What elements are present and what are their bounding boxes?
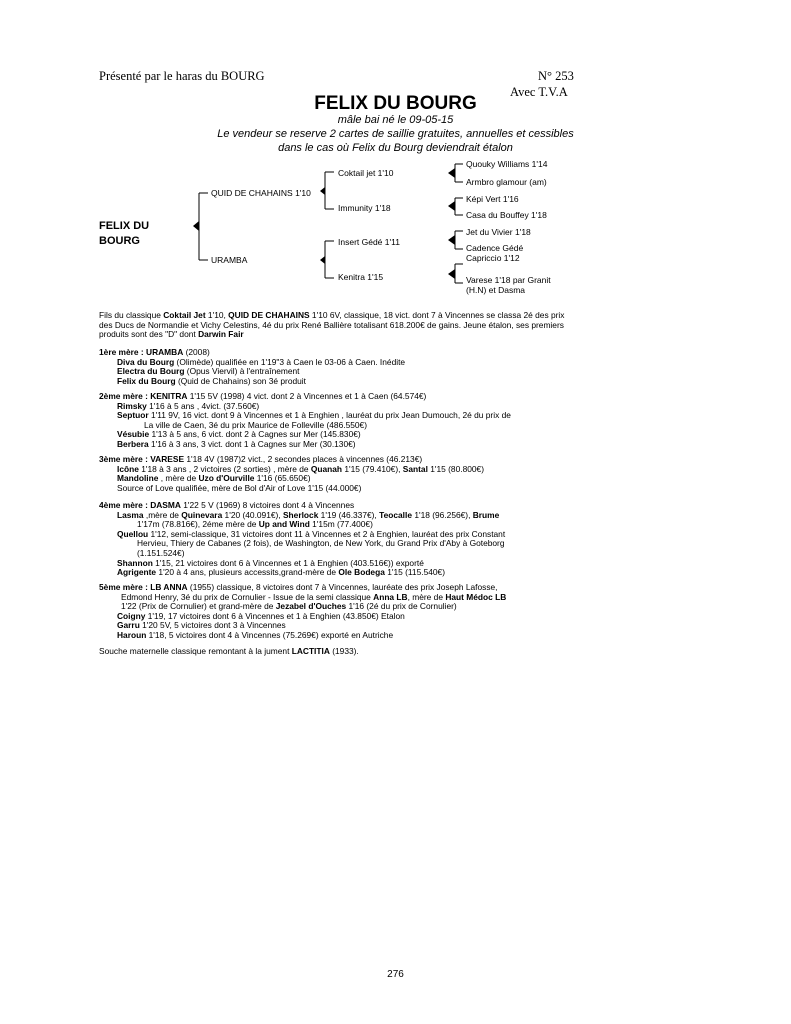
heading-label: 5ème mère : LB ANNA <box>99 582 188 592</box>
heading-label: 1ère mère : URAMBA <box>99 347 184 357</box>
third-dam-section <box>99 455 579 493</box>
horse-name: Haroun <box>117 629 147 640</box>
pedigree-subject-line-1: FELIX DU <box>99 220 150 232</box>
horse-name: Coigny <box>117 610 146 621</box>
first-dam-section <box>99 348 579 386</box>
horse-name: Quanah <box>310 463 343 474</box>
text: 1'22 (Prix de Cornulier) et grand-mère de <box>121 601 276 612</box>
text: 1'16 (65.650€) <box>254 473 311 484</box>
pedigree-ggs-6-line-2: Capriccio 1'12 <box>466 253 520 263</box>
text: ,mère de <box>143 509 182 520</box>
text: 1'18 à 3 ans , 2 victoires (2 sorties) , mère de <box>138 463 311 474</box>
fourth-dam-section <box>99 501 579 578</box>
horse-name: Coktail Jet <box>163 310 206 320</box>
horse-name: Teocalle <box>379 509 412 520</box>
horse-name: Diva du Bourg <box>117 356 175 367</box>
text: (1955) classique, 8 victoires dont 7 à Vincennes, lauréate des prix Joseph Lafosse, <box>187 582 498 592</box>
horse-name: Sherlock <box>282 509 319 520</box>
horse-name: Shannon <box>117 557 153 568</box>
pedigree-ggs-7 <box>466 275 551 295</box>
pedigree-ggs-2: Armbro glamour (am) <box>466 177 547 187</box>
text: 1'20 5V, 5 victoires dont 3 à Vincennes <box>139 620 286 631</box>
horse-name: Ole Bodega <box>338 567 385 578</box>
horse-title: FELIX DU BOURG <box>314 93 477 114</box>
pedigree-lines <box>0 0 791 320</box>
text: 1'15 (80.800€) <box>427 463 484 474</box>
horse-name: Felix du Bourg <box>117 375 176 386</box>
horse-name: Brume <box>472 509 500 520</box>
text: 1'13 à 5 ans, 6 vict. dont 2 à Cagnes sur Mer (145.830€) <box>149 429 361 440</box>
horse-name: Septuor <box>117 410 149 421</box>
produce-line <box>99 568 579 578</box>
horse-name: Haut Médoc LB <box>445 591 507 602</box>
horse-name: Jezabel d'Ouches <box>275 601 347 612</box>
pedigree-sire-sire: Coktail jet 1'10 <box>338 168 394 178</box>
text: 1'19 (46.337€), <box>318 509 380 520</box>
reserve-line-1: Le vendeur se reserve 2 cartes de saillie gratuites, annuelles et cessibles <box>217 128 574 140</box>
pedigree-dam-sire: Insert Gédé 1'11 <box>338 237 400 247</box>
produce-line <box>99 631 579 641</box>
text: Edmond Henry, 3é du prix de Cornulier - Issue de la semi classique <box>121 591 374 602</box>
text: 1'15 (79.410€), <box>342 463 403 474</box>
horse-subtitle: mâle bai né le 09-05-15 <box>337 114 454 126</box>
text: 1'15, 21 victoires dont 6 à Vincennes et 1 à Enghien (403.516€)) exporté <box>152 557 424 568</box>
footer-note <box>99 647 579 657</box>
pedigree-subject-line-2: BOURG <box>99 235 140 247</box>
heading-label: 3ème mère : VARESE <box>99 454 185 464</box>
horse-name: Uzo d'Ourville <box>198 473 255 484</box>
pedigree-sire: QUID DE CHAHAINS 1'10 <box>211 188 311 198</box>
pedigree-dam-dam: Kenitra 1'15 <box>338 272 384 282</box>
text: 1'15 (115.540€) <box>384 567 445 578</box>
second-dam-section <box>99 392 599 450</box>
text: 1'16 à 5 ans , 4vict. (37.560€) <box>146 400 260 411</box>
lot-number: N° 253 <box>538 69 574 83</box>
text: 1'15m (77.400€) <box>309 519 373 530</box>
text: 1'16 (2é du prix de Cornulier) <box>346 601 457 612</box>
produce-line-cont: (1.151.524€) <box>137 547 185 558</box>
fifth-dam-section <box>99 583 579 641</box>
text: 1'19, 17 victoires dont 6 à Vincennes et 1 à Enghien (43.850€) Etalon <box>145 610 405 621</box>
pedigree-ggs-6 <box>466 243 523 263</box>
produce-line-cont: Hervieu, Thiery de Cabanes (2 fois), de Washington, de New York, du Grand Prix d'Aby à Goteborg <box>137 538 505 549</box>
presented-by: Présenté par le haras du BOURG <box>99 69 265 83</box>
text: (2008) <box>183 347 210 357</box>
pedigree-ggs-7-line-2: (H.N) et Dasma <box>466 285 526 295</box>
text: , mère de <box>407 591 446 602</box>
pedigree-ggs-1: Quouky Williams 1'14 <box>466 159 548 169</box>
produce-line-cont: La ville de Caen, 3é du prix Maurice de Folleville (486.550€) <box>144 419 367 430</box>
text: Souche maternelle classique remontant à la jument <box>99 646 292 656</box>
page-number: 276 <box>387 969 404 980</box>
heading-label: 2ème mère : KENITRA <box>99 391 188 401</box>
horse-name: Up and Wind <box>258 519 310 530</box>
text: 1'18 4V (1987)2 vict., 2 secondes places à vincennes (46.213€) <box>184 454 423 464</box>
pedigree-subject <box>99 219 149 249</box>
text: 1'22 5 V (1969) 8 victoires dont 4 à Vincennes <box>180 500 355 510</box>
horse-name: Agrigente <box>117 567 157 578</box>
text: 1'17m (78.816€), 2éme mère de <box>137 519 259 530</box>
text: Fils du classique <box>99 310 164 320</box>
pedigree-ggs-5: Jet du Vivier 1'18 <box>466 227 531 237</box>
horse-name: Vésubie <box>117 429 150 440</box>
text: 1'11 9V, 16 vict. dont 9 à Vincennes et 1 à Enghien , lauréat du prix Jean Dumouch, 2é du prix de <box>148 410 511 421</box>
text: (Quid de Chahains) son 3é produit <box>175 375 306 386</box>
text: 1'18 (96.256€), <box>412 509 473 520</box>
horse-name: Icône <box>117 463 139 474</box>
text: 1'20 à 4 ans, plusieurs accessits,grand-mère de <box>156 567 339 578</box>
pedigree-ggs-3: Képi Vert 1'16 <box>466 194 519 204</box>
horse-name: Darwin Fair <box>198 329 244 340</box>
text: (Olimède) qualifiée en 1'19"3 à Caen le 03-06 à Caen. Inédite <box>174 356 406 367</box>
produce-line <box>99 377 579 387</box>
horse-name: Garru <box>117 620 140 631</box>
pedigree-dam: URAMBA <box>211 255 248 265</box>
pedigree-ggs-4: Casa du Bouffey 1'18 <box>466 210 547 220</box>
pedigree-sire-dam: Immunity 1'18 <box>338 203 391 213</box>
produce-line <box>99 440 599 450</box>
sire-intro <box>99 311 569 340</box>
horse-name: Berbera <box>117 438 149 449</box>
text: , mère de <box>158 473 199 484</box>
horse-name: Quinevara <box>181 509 223 520</box>
horse-name: Lasma <box>117 509 144 520</box>
horse-name: Quellou <box>117 528 149 539</box>
reserve-line-2: dans le cas où Felix du Bourg deviendrait étalon <box>278 142 513 154</box>
text: 1'12, semi-classique, 31 victoires dont 11 à Vincennes et 2 à Enghien, lauréat des prix Constant <box>148 528 506 539</box>
text: 1'18, 5 victoires dont 4 à Vincennes (75.269€) exporté en Autriche <box>146 629 394 640</box>
text: 1'10, <box>205 310 229 320</box>
text: 1'20 (40.091€), <box>222 509 283 520</box>
horse-name: Santal <box>402 463 428 474</box>
text: 1'15 5V (1998) 4 vict. dont 2 à Vincennes et 1 à Caen (64.574€) <box>187 391 427 401</box>
text: (1933). <box>329 646 359 656</box>
horse-name: Rimsky <box>117 400 147 411</box>
horse-name: Electra du Bourg <box>117 366 185 377</box>
horse-name: Anna LB <box>373 591 408 602</box>
pedigree-ggs-6-line-1: Cadence Gédé <box>466 243 524 253</box>
horse-name: QUID DE CHAHAINS <box>228 310 310 320</box>
heading-label: 4ème mère : DASMA <box>99 500 181 510</box>
vat-note: Avec T.V.A <box>510 85 568 99</box>
pedigree-ggs-7-line-1: Varese 1'18 par Granit <box>466 275 551 285</box>
text: 1'16 à 3 ans, 3 vict. dont 1 à Cagnes sur Mer (30.130€) <box>148 438 356 449</box>
horse-name: LACTITIA <box>291 646 330 656</box>
text: 1'10 6V, classique, 18 vict. dont 7 à Vincennes se classa 2é des prix des Ducs de Normandie et Vichy Celestins, 4é du prix René Ballière totalisant 618.200€ de gains. Jeune étalon, ses premiers produits sont des "D" dont <box>99 310 565 340</box>
produce-line: Source of Love qualifiée, mère de Bol d'Air of Love 1'15 (44.000€) <box>117 482 362 493</box>
text: (Opus Viervil) à l'entraînement <box>184 366 300 377</box>
horse-name: Mandoline <box>117 473 159 484</box>
